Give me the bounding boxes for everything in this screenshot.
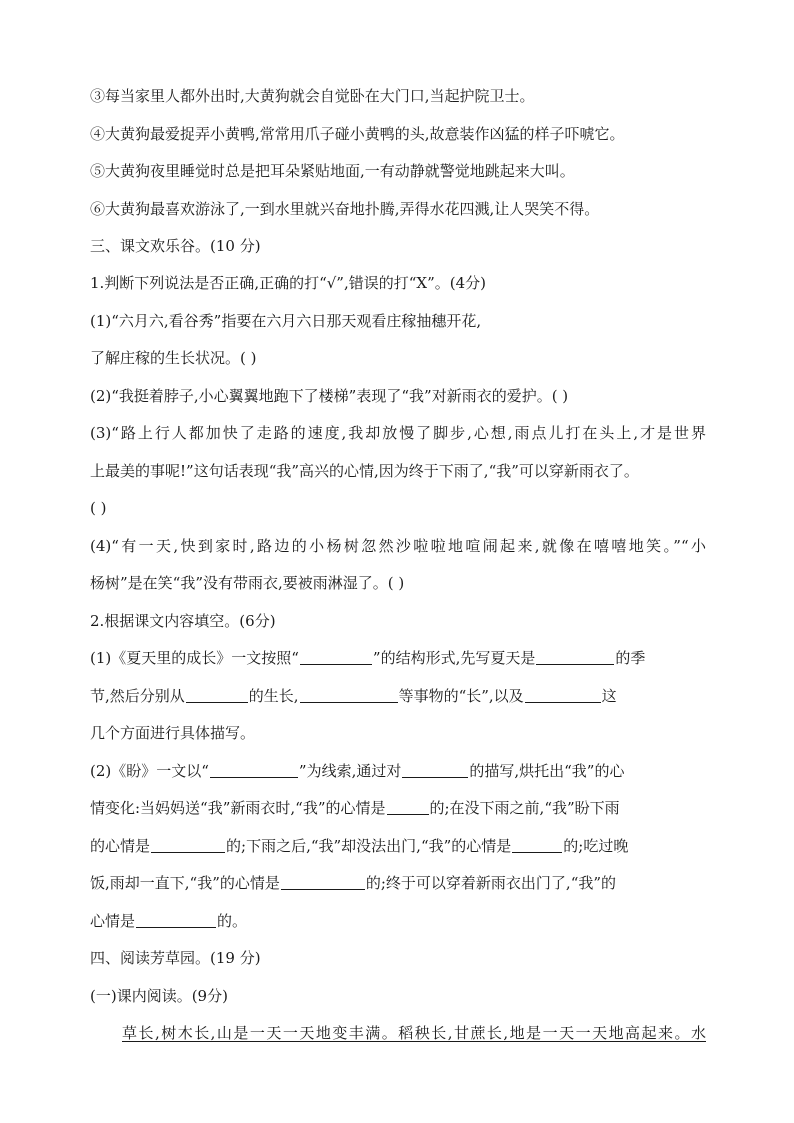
subsection-heading: (一)课内阅读。(9分) xyxy=(90,987,228,1005)
fill-text: (1)《夏天里的成长》一文按照“ xyxy=(90,649,299,667)
answer-blank[interactable] xyxy=(512,837,562,853)
answer-blank[interactable] xyxy=(387,799,429,815)
answer-blank[interactable] xyxy=(300,687,398,703)
answer-blank[interactable] xyxy=(300,649,372,665)
fill-line xyxy=(90,798,706,818)
text-line: ( ) xyxy=(90,499,107,517)
text-line: 杨树”是在笑“我”没有带雨衣,要被雨淋湿了。( ) xyxy=(90,574,405,592)
fill-text: 节,然后分别从 xyxy=(90,687,185,705)
answer-blank[interactable] xyxy=(210,762,298,778)
answer-blank[interactable] xyxy=(136,912,216,928)
fill-text: 的;在没下雨之前,“我”盼下雨 xyxy=(429,799,620,817)
section-heading: 四、阅读芳草园。(19 分) xyxy=(90,949,261,967)
fill-line xyxy=(90,686,706,706)
fill-line xyxy=(90,911,706,931)
text-line: (1)“六月六,看谷秀”指要在六月六日那天观看庄稼抽穗开花, xyxy=(90,312,482,330)
answer-blank[interactable] xyxy=(525,687,601,703)
fill-text: 饭,雨却一直下,“我”的心情是 xyxy=(90,874,280,892)
text-line: 上最美的事呢!”这句话表现“我”高兴的心情,因为终于下雨了,“我”可以穿新雨衣了。 xyxy=(90,462,639,480)
fill-text: 心情是 xyxy=(90,912,136,930)
text-line: ③每当家里人都外出时,大黄狗就会自觉卧在大门口,当起护院卫士。 xyxy=(90,87,535,105)
text-line: ⑤大黄狗夜里睡觉时总是把耳朵紧贴地面,一有动静就警觉地跳起来大叫。 xyxy=(90,162,575,180)
passage-line: 草长,树木长,山是一天一天地变丰满。稻秧长,甘蔗长,地是一天一天地高起来。水 xyxy=(122,1024,706,1042)
fill-text: 的;终于可以穿着新雨衣出门了,“我”的 xyxy=(365,874,617,892)
text-line: ⑥大黄狗最喜欢游泳了,一到水里就兴奋地扑腾,弄得水花四溅,让人哭笑不得。 xyxy=(90,200,600,218)
answer-blank[interactable] xyxy=(151,837,225,853)
text-line: 了解庄稼的生长状况。( ) xyxy=(90,349,257,367)
text-line: (2)“我挺着脖子,小心翼翼地跑下了楼梯”表现了“我”对新雨衣的爱护。( ) xyxy=(90,387,569,405)
question-heading: 2.根据课文内容填空。(6分) xyxy=(90,612,276,630)
fill-text: 的生长, xyxy=(248,687,299,705)
fill-line: 几个方面进行具体描写。 xyxy=(90,724,256,742)
answer-blank[interactable] xyxy=(536,649,614,665)
section-heading: 三、课文欢乐谷。(10 分) xyxy=(90,237,261,255)
question-heading: 1.判断下列说法是否正确,正确的打“√”,错误的打“X”。(4分) xyxy=(90,274,487,292)
fill-text: 的。 xyxy=(217,912,248,930)
fill-line xyxy=(90,873,706,893)
answer-blank[interactable] xyxy=(186,687,248,703)
fill-text: 的描写,烘托出“我”的心 xyxy=(469,762,625,780)
fill-text: ”的结构形式,先写夏天是 xyxy=(372,649,536,667)
answer-blank[interactable] xyxy=(402,762,468,778)
text-line: (3)“路上行人都加快了走路的速度,我却放慢了脚步,心想,雨点儿打在头上,才是世界 xyxy=(90,424,706,442)
fill-text: 的心情是 xyxy=(90,837,151,855)
fill-text: (2)《盼》一文以“ xyxy=(90,762,209,780)
fill-text: 等事物的“长”,以及 xyxy=(398,687,524,705)
text-line: ④大黄狗最爱捉弄小黄鸭,常常用爪子碰小黄鸭的头,故意装作凶猛的样子吓唬它。 xyxy=(90,125,625,143)
fill-line xyxy=(90,836,706,856)
answer-blank[interactable] xyxy=(281,874,365,890)
fill-text: 的季 xyxy=(615,649,646,667)
fill-text: 这 xyxy=(601,687,617,705)
fill-text: ”为线索,通过对 xyxy=(298,762,402,780)
fill-text: 的;吃过晚 xyxy=(563,837,629,855)
fill-line xyxy=(90,648,706,668)
text-line: (4)“有一天,快到家时,路边的小杨树忽然沙啦啦地喧闹起来,就像在嘻嘻地笑。”“小 xyxy=(90,537,706,555)
fill-text: 的;下雨之后,“我”却没法出门,“我”的心情是 xyxy=(226,837,512,855)
fill-text: 情变化:当妈妈送“我”新雨衣时,“我”的心情是 xyxy=(90,799,386,817)
fill-line xyxy=(90,761,706,781)
